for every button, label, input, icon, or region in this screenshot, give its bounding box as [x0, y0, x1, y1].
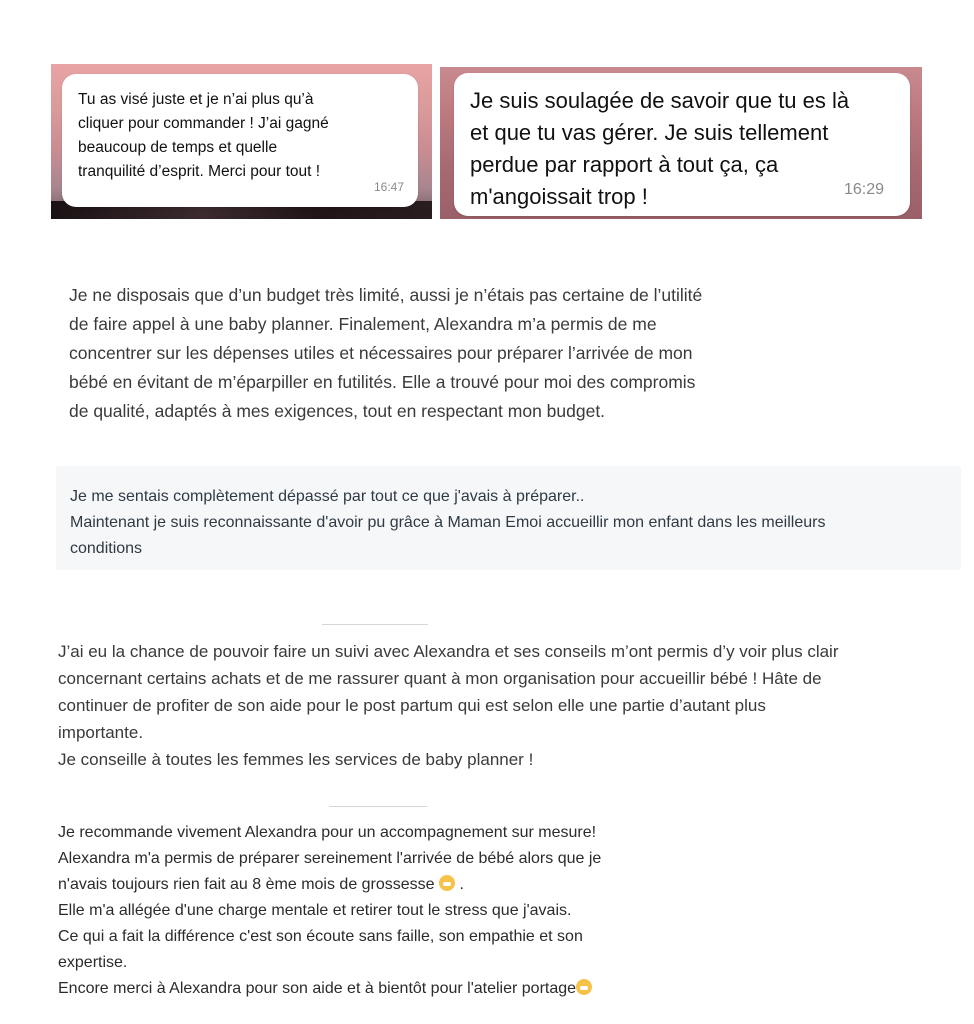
testimonial-line: Je recommande vivement Alexandra pour un accompagnement sur mesure!: [58, 824, 597, 841]
testimonial-line-text: n'avais toujours rien fait au 8 ème mois de grossesse: [58, 876, 435, 893]
testimonial-budget: [69, 281, 829, 426]
testimonial-line: Elle m'a allégée d'une charge mentale et retirer tout le stress que j'avais.: [58, 902, 572, 919]
testimonial-line: [58, 872, 758, 898]
message-bubble: [454, 73, 910, 216]
chat-screenshot-left: [51, 64, 432, 219]
grimacing-face-emoji-icon: [439, 875, 455, 891]
testimonial-line: de qualité, adaptés à mes exigences, tout en respectant mon budget.: [69, 401, 606, 421]
testimonial-line: conditions: [70, 540, 143, 557]
testimonial-line: Maintenant je suis reconnaissante d'avoir pu grâce à Maman Emoi accueillir mon enfant dans les meilleurs: [70, 514, 826, 531]
chat-screenshot-right: [440, 67, 922, 219]
grimacing-face-emoji-icon: [576, 979, 592, 995]
message-line: tranquilité d’esprit. Merci pour tout !: [78, 163, 321, 180]
testimonial-line: Je me sentais complètement dépassé par tout ce que j'avais à préparer..: [70, 488, 585, 505]
divider: [329, 806, 427, 807]
testimonial-accompagnement: [58, 820, 758, 1002]
message-line: cliquer pour commander ! J’ai gagné: [78, 115, 329, 132]
message-line: m'angoissait trop !: [470, 184, 648, 209]
testimonial-line: expertise.: [58, 954, 128, 971]
testimonial-line: Je conseille à toutes les femmes les services de baby planner !: [58, 750, 534, 769]
message-time: 16:29: [843, 181, 884, 198]
message-line: Tu as visé juste et je n’ai plus qu’à: [78, 91, 314, 108]
message-time: 16:47: [373, 180, 404, 194]
divider: [322, 624, 428, 625]
message-bubble: [62, 74, 418, 207]
testimonial-line: Ce qui a fait la différence c'est son écoute sans faille, son empathie et son: [58, 928, 583, 945]
message-line: perdue par rapport à tout ça, ça: [470, 152, 779, 177]
testimonial-line: Je ne disposais que d’un budget très limité, aussi je n’étais pas certaine de l’utilité: [69, 285, 703, 305]
testimonial-line: J’ai eu la chance de pouvoir faire un suivi avec Alexandra et ses conseils m’ont permis d’y voir plus clair: [58, 642, 839, 661]
testimonial-line: [58, 976, 758, 1002]
testimonial-line-suffix: .: [455, 876, 464, 893]
testimonial-line: continuer de profiter de son aide pour le post partum qui est selon elle une partie d’autant plus: [58, 696, 766, 715]
testimonial-line: concentrer sur les dépenses utiles et nécessaires pour préparer l’arrivée de mon: [69, 343, 693, 363]
testimonial-line-text: Encore merci à Alexandra pour son aide et à bientôt pour l'atelier portage: [58, 980, 577, 997]
message-line: Je suis soulagée de savoir que tu es là: [470, 88, 850, 113]
message-line: beaucoup de temps et quelle: [78, 139, 278, 156]
testimonial-line: importante.: [58, 723, 144, 742]
message-line: et que tu vas gérer. Je suis tellement: [470, 120, 829, 145]
testimonial-panel: [56, 466, 961, 570]
message-text: [78, 88, 408, 184]
message-text: [470, 85, 900, 213]
testimonial-line: bébé en évitant de m’éparpiller en futilités. Elle a trouvé pour moi des compromis: [69, 372, 696, 392]
testimonial-maman-emoi: [70, 484, 950, 562]
testimonial-line: de faire appel à une baby planner. Finalement, Alexandra m’a permis de me: [69, 314, 657, 334]
testimonial-suivi: [58, 638, 958, 773]
testimonial-line: Alexandra m'a permis de préparer sereinement l'arrivée de bébé alors que je: [58, 850, 602, 867]
testimonial-line: concernant certains achats et de me rassurer quant à mon organisation pour accueillir bébé ! Hâte de: [58, 669, 822, 688]
